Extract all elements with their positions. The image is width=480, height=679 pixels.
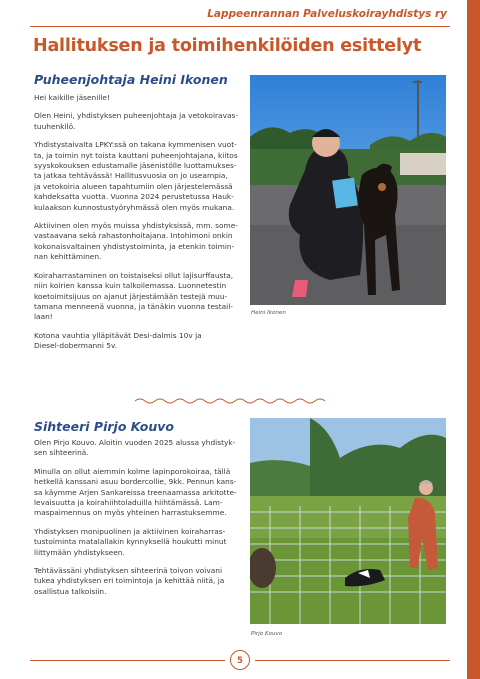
secretary-photo [250, 418, 446, 624]
header-org-name: Lappeenrannan Palveluskoirayhdistys ry [207, 8, 447, 20]
footer-rule-right [255, 660, 450, 661]
section-heading-secretary: Sihteeri Pirjo Kouvo [34, 419, 174, 434]
secretary-paragraph: Tehtävässäni yhdistyksen sihteerinä toivon voivani tukea yhdistyksen eri toimintoja ja kehittää niitä, ja osallistua talkoisiin. [34, 566, 225, 596]
section-divider-wave [135, 397, 325, 405]
section-heading-chair: Puheenjohtaja Heini Ikonen [34, 72, 228, 87]
secretary-paragraph: Minulla on ollut aiemmin kolme lapinporokoiraa, tällä hetkellä kanssani asuu bordercollie, 9kk. Pennun kans- sa käymme Arjen Sankareissa treenaamassa arkitotte- levaisuutta ja koirahiihtoladuilla hiihtämässä. Lam- maspaimennus on myös yhteinen harrastuksemme. [34, 466, 237, 518]
chair-paragraph: Aktiivinen olen myös muissa yhdistyksissä, mm. some- vastaavana sekä rahastonhoitajana. Intohimoni onkin kokonaisvaltainen yhdistystoiminta, ja etenkin toimin- nan kehittäminen. [34, 221, 238, 262]
right-edge-bar [467, 0, 480, 679]
page-number: 5 [230, 650, 250, 670]
chair-paragraph: Kotona vauhtia ylläpitävät Desi-dalmis 10v ja Diesel-dobermanni 5v. [34, 330, 202, 351]
footer-rule-left [30, 660, 225, 661]
chair-paragraph: Yhdistystaivalta LPKY:ssä on takana kymmenisen vuot- ta, ja toimin nyt toista kauttani puheenjohtajana, kiitos syyskokouksen edustamalle jäsenistölle luottamukses- ta jatkaa tehtävässä! Hallitusvuosia on jo useampia, ja vetokoiria alueen tapahtumiin olen järjestelemässä kahdeksatta vuotta. Vuonna 2024 perustetussa Hauk- kulaakson kunnostustyöryhmässä olen myös mukana. [34, 140, 238, 212]
secretary-paragraph: Olen Pirjo Kouvo. Aloitin vuoden 2025 alussa yhdistyk- sen sihteerinä. [34, 438, 236, 458]
secretary-photo-caption: Pirjo Kouvo [251, 631, 283, 637]
chair-paragraph: Hei kaikille jäsenille! [34, 93, 110, 102]
header-rule [30, 26, 450, 27]
chair-text-column [34, 93, 239, 360]
secretary-paragraph: Yhdistyksen monipuolinen ja aktiivinen koiraharras- tustoiminta matalallakin kynnyksellä houkutti minut liittymään yhdistykseen. [34, 526, 227, 557]
secretary-text-column [34, 438, 239, 605]
page-title: Hallituksen ja toimihenkilöiden esittelyt [33, 36, 422, 56]
chair-paragraph: Olen Heini, yhdistyksen puheenjohtaja ja vetokoiravas- tuuhenkilö. [34, 111, 238, 131]
chair-photo-caption: Heini Ikonen [251, 310, 286, 316]
chair-photo [250, 75, 446, 305]
chair-paragraph: Koiraharrastaminen on toistaiseksi ollut lajisurffausta, niin koirien kanssa kuin talkoilemassa. Luonnetestin koetoimitsijuus on ajanut järjestämään testejä muu- tamana menneenä vuonna, ja tänäkin vuonna testail- laan! [34, 270, 234, 322]
